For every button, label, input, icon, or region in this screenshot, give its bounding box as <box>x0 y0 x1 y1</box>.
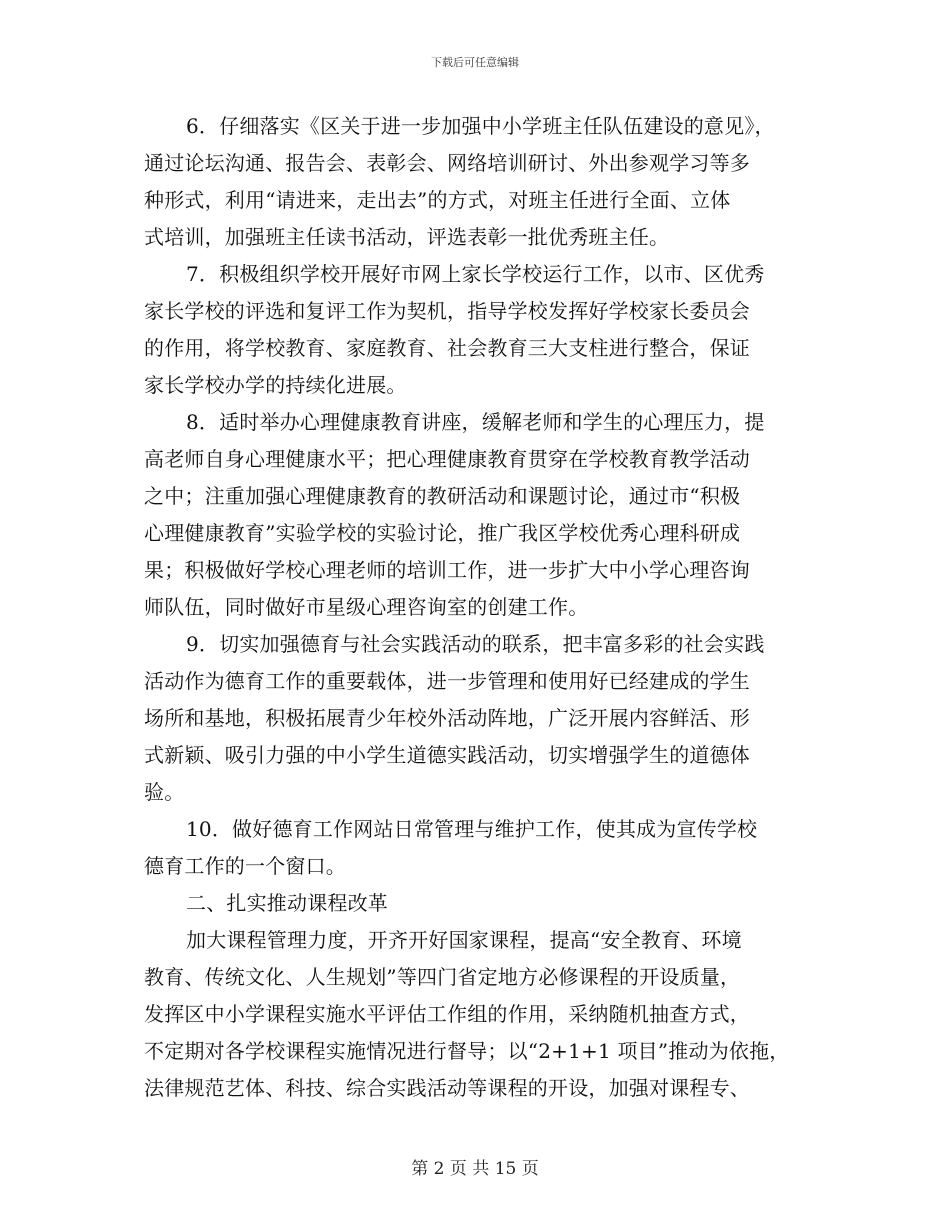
section-heading-text: 二、扎实推动课程改革 <box>186 891 388 915</box>
text-line: 验。 <box>144 780 185 804</box>
text-line: 式培训，加强班主任读书活动，评选表彰一批优秀班主任。 <box>144 225 670 249</box>
text-line: 发挥区中小学课程实施水平评估工作组的作用，采纳随机抽查方式， <box>144 1002 750 1026</box>
text-line: 法律规范艺体、科技、综合实践活动等课程的开设，加强对课程专、 <box>144 1076 750 1100</box>
text-line: 场所和基地，积极拓展青少年校外活动阵地，广泛开展内容鲜活、形 <box>144 706 750 730</box>
text-line: 高老师自身心理健康水平；把心理健康教育贯穿在学校教育教学活动 <box>144 447 750 471</box>
text-line: 10．做好德育工作网站日常管理与维护工作，使其成为宣传学校 <box>186 817 758 841</box>
text-line: 师队伍，同时做好市星级心理咨询室的创建工作。 <box>144 595 589 619</box>
page-header: 下载后可任意编辑 <box>431 56 519 69</box>
text-line: 心理健康教育”实验学校的实验讨论，推广我区学校优秀心理科研成 <box>144 521 741 545</box>
paragraph-8 <box>144 404 810 626</box>
page-footer: 第 2 页 共 15 页 <box>411 1159 539 1179</box>
document-body <box>144 108 810 1107</box>
text-line: 8．适时举办心理健康教育讲座，缓解老师和学生的心理压力，提 <box>186 410 765 434</box>
text-line: 家长学校的评选和复评工作为契机，指导学校发挥好学校家长委员会 <box>144 299 750 323</box>
text-line: 活动作为德育工作的重要载体，进一步管理和使用好已经建成的学生 <box>144 669 750 693</box>
text-line: 种形式，利用“请进来，走出去”的方式，对班主任进行全面、立体 <box>144 188 731 212</box>
text-line: 6．仔细落实《区关于进一步加强中小学班主任队伍建设的意见》， <box>186 114 775 138</box>
paragraph-7 <box>144 256 810 404</box>
text-line: 教育、传统文化、人生规划”等四门省定地方必修课程的开设质量， <box>144 965 741 989</box>
text-line: 7．积极组织学校开展好市网上家长学校运行工作，以市、区优秀 <box>186 262 765 286</box>
text-line: 通过论坛沟通、报告会、表彰会、网络培训研讨、外出参观学习等多 <box>144 151 750 175</box>
text-line: 之中；注重加强心理健康教育的教研活动和课题讨论，通过市“积极 <box>144 484 741 508</box>
text-line: 加大课程管理力度，开齐开好国家课程，提高“安全教育、环境 <box>186 928 742 952</box>
paragraph-10 <box>144 811 810 885</box>
paragraph-6 <box>144 108 810 256</box>
paragraph-curriculum <box>144 922 810 1107</box>
text-line: 果；积极做好学校心理老师的培训工作，进一步扩大中小学心理咨询 <box>144 558 750 582</box>
text-line: 式新颖、吸引力强的中小学生道德实践活动，切实增强学生的道德体 <box>144 743 750 767</box>
paragraph-9 <box>144 626 810 811</box>
text-line: 家长学校办学的持续化进展。 <box>144 373 407 397</box>
text-line: 9．切实加强德育与社会实践活动的联系，把丰富多彩的社会实践 <box>186 632 765 656</box>
text-line: 的作用，将学校教育、家庭教育、社会教育三大支柱进行整合，保证 <box>144 336 750 360</box>
section-heading <box>144 885 810 922</box>
text-line: 不定期对各学校课程实施情况进行督导；以“2+1+1 项目”推动为依拖， <box>144 1039 790 1063</box>
text-line: 德育工作的一个窗口。 <box>144 854 346 878</box>
